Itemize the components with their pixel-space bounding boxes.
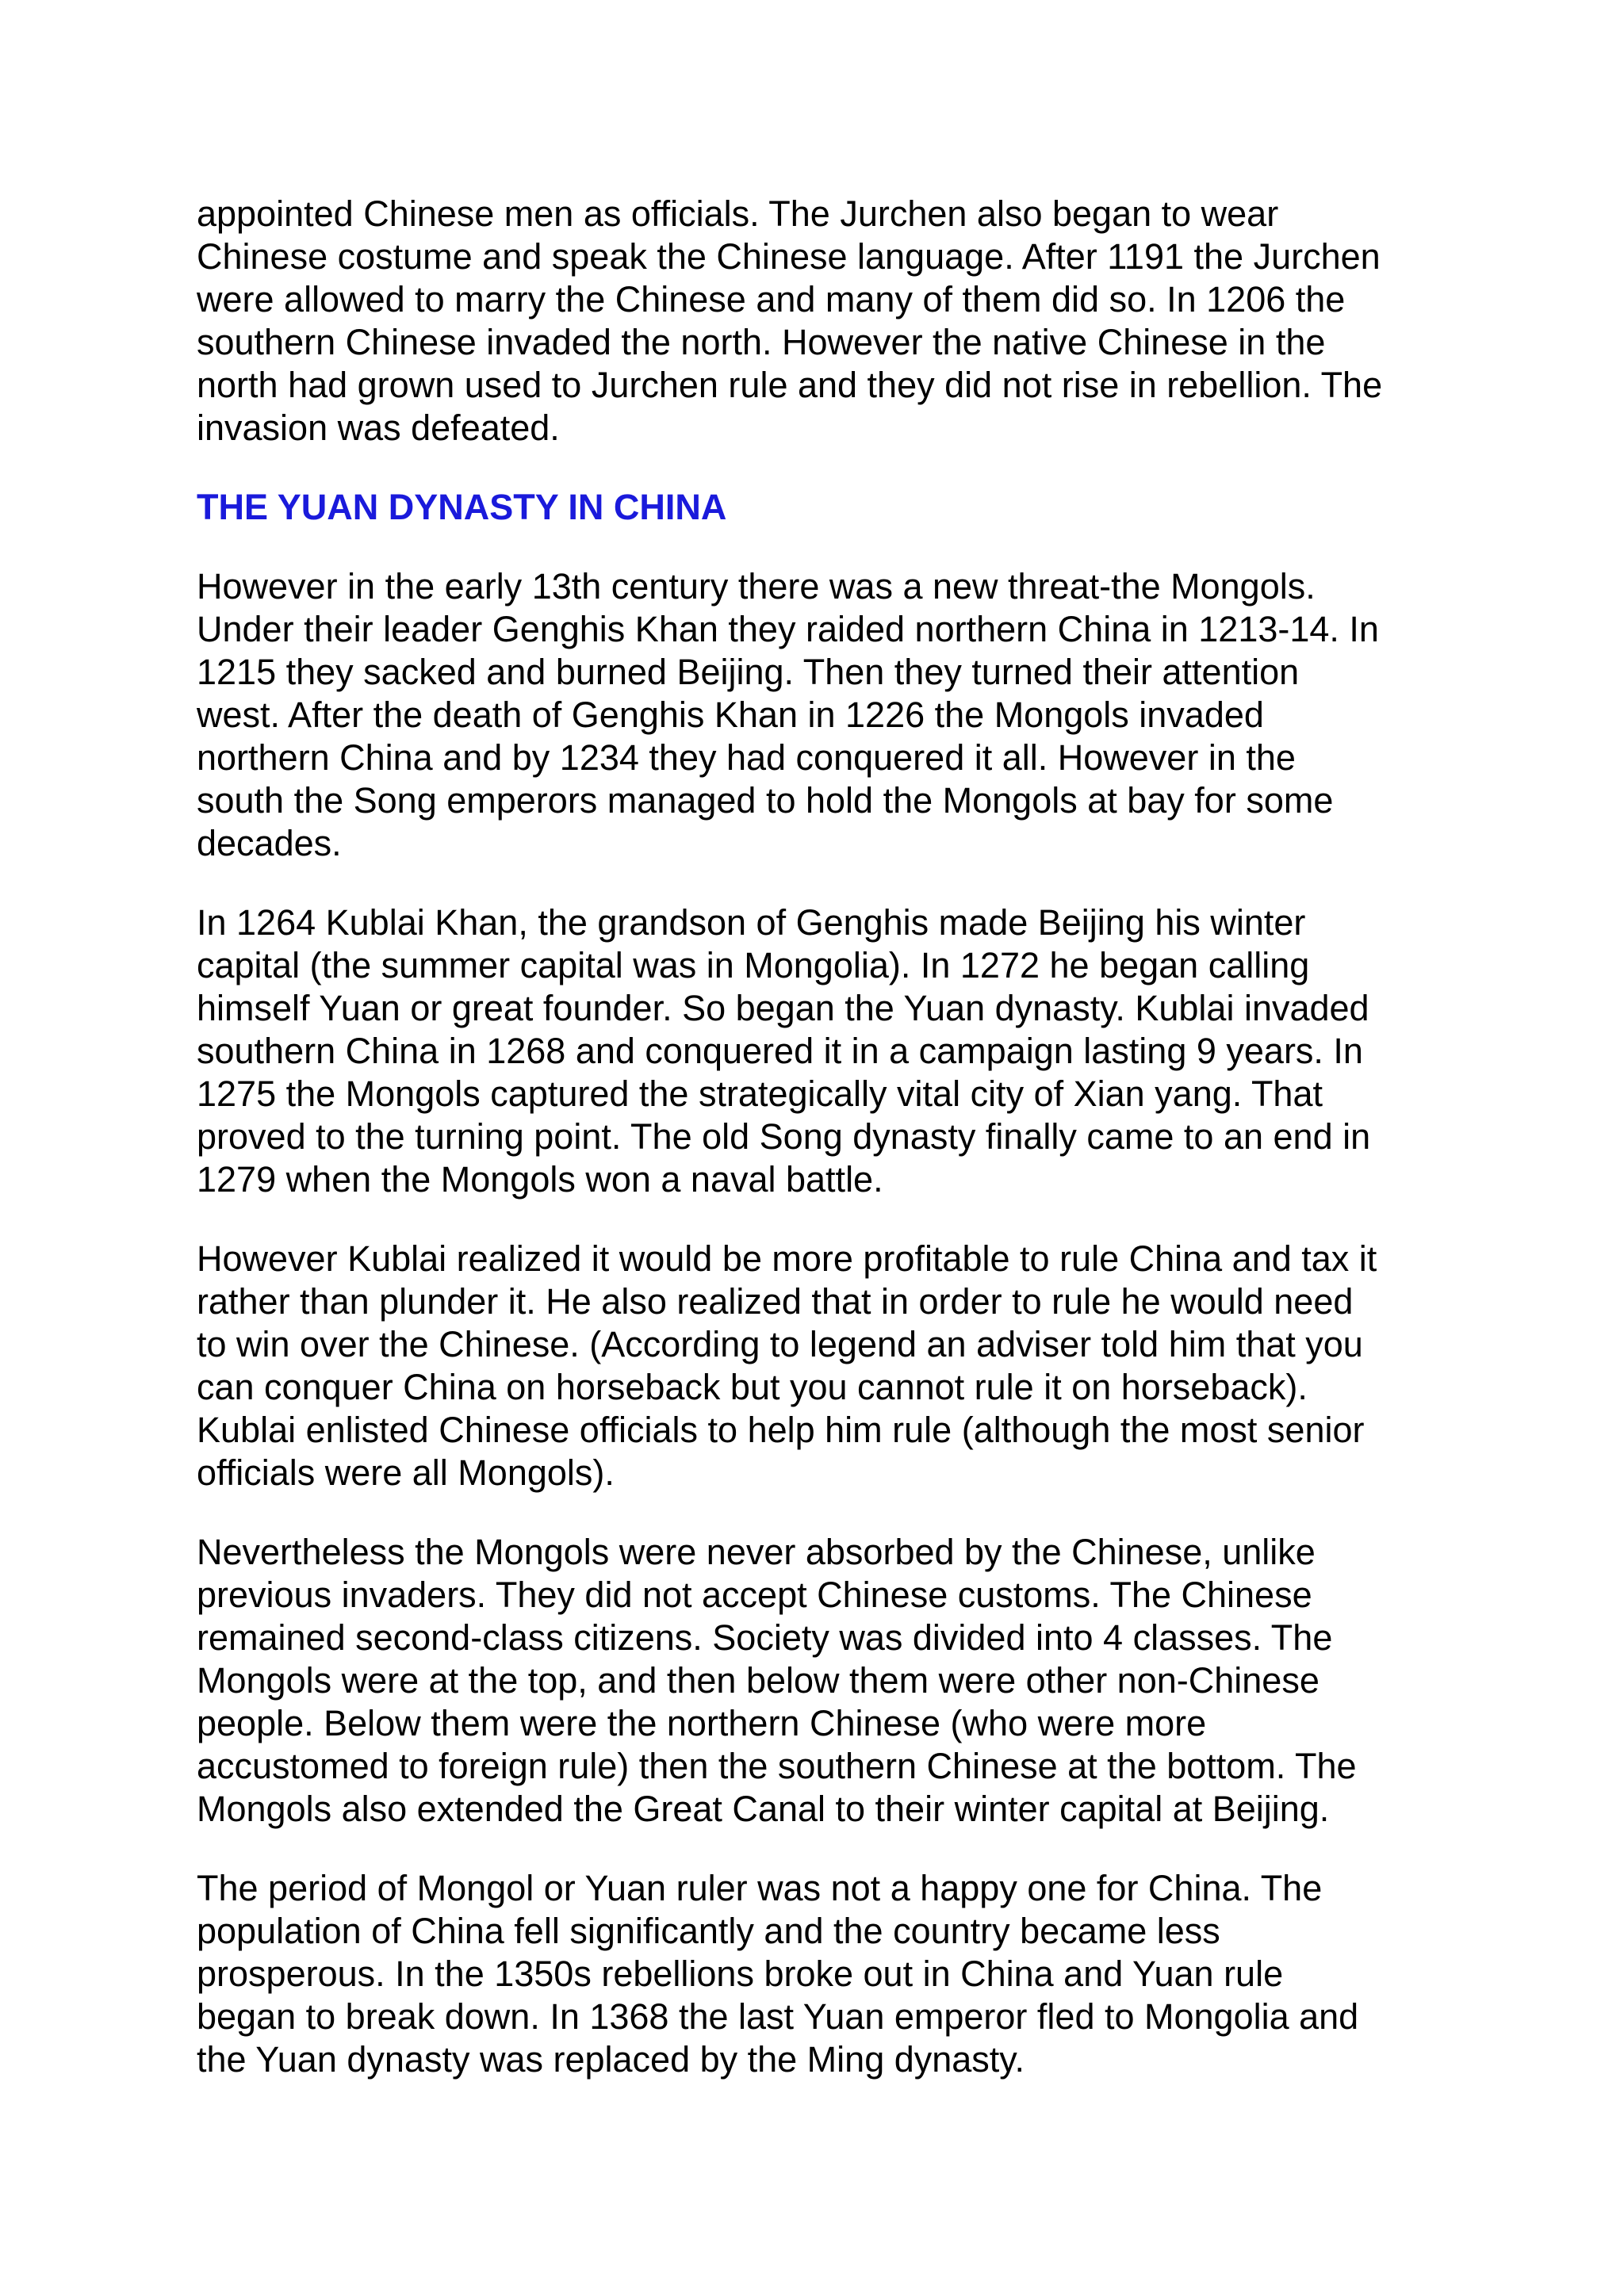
text-line: decades. — [197, 823, 342, 863]
text-line: invasion was defeated. — [197, 408, 560, 448]
text-line: himself Yuan or great founder. So began the Yuan dynasty. Kublai invaded — [197, 988, 1369, 1028]
text-line: to win over the Chinese. (According to legend an adviser told him that you — [197, 1324, 1363, 1364]
text-line: west. After the death of Genghis Khan in 1226 the Mongols invaded — [197, 695, 1264, 735]
text-line: rather than plunder it. He also realized that in order to rule he would need — [197, 1281, 1354, 1322]
paragraph — [197, 193, 1450, 450]
text-line: 1279 when the Mongols won a naval battle. — [197, 1159, 883, 1200]
text-line: Under their leader Genghis Khan they raided northern China in 1213-14. In — [197, 609, 1379, 649]
paragraph — [197, 1867, 1450, 2081]
text-line: Kublai enlisted Chinese officials to help him rule (although the most senior — [197, 1410, 1365, 1450]
text-line: prosperous. In the 1350s rebellions broke out in China and Yuan rule — [197, 1954, 1284, 1994]
text-line: accustomed to foreign rule) then the southern Chinese at the bottom. The — [197, 1746, 1357, 1786]
text-line: Mongols also extended the Great Canal to their winter capital at Beijing. — [197, 1789, 1330, 1829]
text-line: However in the early 13th century there was a new threat-the Mongols. — [197, 566, 1316, 607]
text-line: Nevertheless the Mongols were never absorbed by the Chinese, unlike — [197, 1532, 1316, 1572]
document-page — [197, 193, 1450, 2118]
text-line: were allowed to marry the Chinese and many of them did so. In 1206 the — [197, 279, 1346, 320]
text-line: 1215 they sacked and burned Beijing. Then they turned their attention — [197, 652, 1300, 692]
text-line: However Kublai realized it would be more profitable to rule China and tax it — [197, 1238, 1377, 1279]
text-line: Chinese costume and speak the Chinese language. After 1191 the Jurchen — [197, 236, 1381, 277]
text-line: capital (the summer capital was in Mongolia). In 1272 he began calling — [197, 945, 1310, 985]
text-line: population of China fell significantly and the country became less — [197, 1911, 1220, 1951]
paragraph — [197, 1238, 1450, 1494]
text-line: appointed Chinese men as officials. The Jurchen also began to wear — [197, 193, 1279, 234]
paragraph — [197, 901, 1450, 1201]
text-line: In 1264 Kublai Khan, the grandson of Genghis made Beijing his winter — [197, 902, 1306, 943]
text-line: 1275 the Mongols captured the strategically vital city of Xian yang. That — [197, 1073, 1323, 1114]
text-line: south the Song emperors managed to hold the Mongols at bay for some — [197, 780, 1334, 821]
section-heading: THE YUAN DYNASTY IN CHINA — [197, 487, 727, 527]
text-line: Mongols were at the top, and then below them were other non-Chinese — [197, 1660, 1320, 1701]
text-line: proved to the turning point. The old Song dynasty finally came to an end in — [197, 1116, 1371, 1157]
text-line: began to break down. In 1368 the last Yuan emperor fled to Mongolia and — [197, 1996, 1359, 2037]
text-line: people. Below them were the northern Chinese (who were more — [197, 1703, 1207, 1743]
text-line: the Yuan dynasty was replaced by the Ming dynasty. — [197, 2039, 1025, 2080]
text-line: southern Chinese invaded the north. However the native Chinese in the — [197, 322, 1326, 362]
paragraph — [197, 565, 1450, 865]
text-line: southern China in 1268 and conquered it in a campaign lasting 9 years. In — [197, 1031, 1363, 1071]
text-line: remained second-class citizens. Society was divided into 4 classes. The — [197, 1617, 1333, 1658]
text-line: northern China and by 1234 they had conquered it all. However in the — [197, 737, 1296, 778]
paragraph — [197, 1531, 1450, 1831]
text-line: can conquer China on horseback but you cannot rule it on horseback). — [197, 1367, 1308, 1407]
text-line: The period of Mongol or Yuan ruler was not a happy one for China. The — [197, 1868, 1323, 1908]
text-line: officials were all Mongols). — [197, 1452, 615, 1493]
text-line: previous invaders. They did not accept Chinese customs. The Chinese — [197, 1575, 1312, 1615]
text-line: north had grown used to Jurchen rule and they did not rise in rebellion. The — [197, 365, 1383, 405]
